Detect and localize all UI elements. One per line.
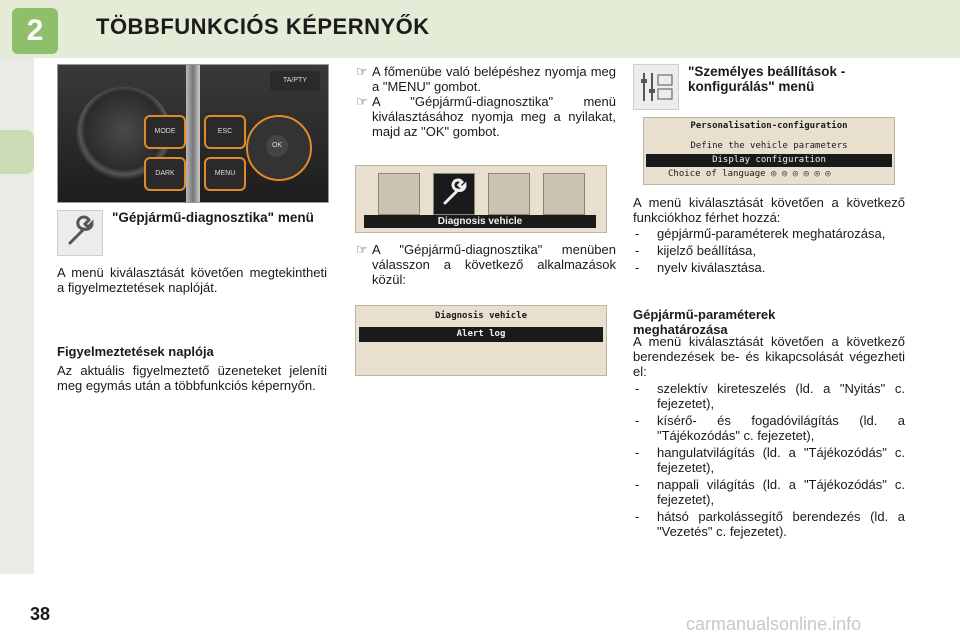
alert-log-heading: Figyelmeztetések naplója [57, 344, 214, 359]
diagnosis-menu-heading: "Gépjármű-diagnosztika" menü [112, 210, 314, 225]
list-item: - hátsó parkolássegítő berendezés (ld. a "Vezetés" c. fejezetet). [633, 509, 905, 539]
language-flag-icons: ◎ ◎ ◎ ◎ ◎ ◎ [770, 169, 831, 179]
pointer-icon: ☞ [356, 242, 368, 257]
mode-button: MODE [144, 115, 186, 149]
personalisation-menu-heading: "Személyes beállítások - konfigurálás" menü [688, 64, 846, 94]
page-title: TÖBBFUNKCIÓS KÉPERNYŐK [96, 14, 430, 39]
chapter-tab-marker [0, 130, 34, 174]
dark-button: DARK [144, 157, 186, 191]
screen-row: Define the vehicle parameters [690, 141, 848, 151]
esc-button: ESC [204, 115, 246, 149]
ta-pty-button: TA/PTY [270, 71, 320, 91]
step-open-menu: A főmenübe való belépéshez nyomja meg a "MENU" gombot. [372, 64, 616, 94]
control-panel-photo [57, 64, 329, 203]
list-item: - gépjármű-paraméterek meghatározása, [633, 226, 905, 241]
pointer-icon: ☞ [356, 94, 368, 109]
screen-selected-label: Diagnosis vehicle [364, 215, 596, 228]
vehicle-params-heading: Gépjármű-paraméterek meghatározása [633, 307, 776, 337]
list-item: - nyelv kiválasztása. [633, 260, 905, 275]
language-row-label: Choice of language [668, 169, 766, 179]
screen-row-selected: Display configuration [646, 154, 892, 167]
step-select-diagnosis: A "Gépjármű-diagnosztika" menü kiválasztásához nyomja meg a nyilakat, majd az "OK" gombot. [372, 94, 616, 139]
diagnosis-menu-text: A menü kiválasztását követően megtekintheti a figyelmeztetések naplóját. [57, 265, 327, 295]
ok-button: OK [266, 135, 288, 157]
personalisation-intro: A menü kiválasztását követően a következő funkciókhoz férhet hozzá: [633, 195, 905, 225]
settings-sliders-icon [488, 173, 530, 215]
chapter-number-badge: 2 [12, 8, 58, 54]
wrench-icon [57, 210, 103, 256]
diagnosis-screen [355, 305, 607, 376]
list-item: - hangulatvilágítás (ld. a "Tájékozódás" c. fejezetet), [633, 445, 905, 475]
list-item: - kísérő- és fogadóvilágítás (ld. a "Tájékozódás" c. fejezetet), [633, 413, 905, 443]
wrench-icon [433, 173, 475, 215]
audio-icon [378, 173, 420, 215]
screen-title: Personalisation-configuration [690, 121, 848, 131]
menu-button: MENU [204, 157, 246, 191]
screen-title: Diagnosis vehicle [434, 311, 528, 321]
vehicle-params-text: A menü kiválasztását követően a következő berendezések be- és kikapcsolását végezheti el: [633, 334, 905, 379]
page-number: 38 [30, 604, 51, 624]
vehicle-params-list [633, 381, 905, 541]
step-choose-application: A "Gépjármű-diagnosztika" menüben válasszon a következő alkalmazások közül: [372, 242, 616, 287]
main-menu-screen [355, 165, 607, 233]
watermark: carmanualsonline.info [686, 614, 862, 634]
screen-row [644, 168, 894, 181]
list-item: - nappali világítás (ld. a "Tájékozódás" c. fejezetet), [633, 477, 905, 507]
panel-divider [186, 65, 200, 202]
alert-log-text: Az aktuális figyelmeztető üzeneteket jeleníti meg egymás után a többfunkciós képernyőn. [57, 363, 327, 393]
function-list [633, 226, 905, 277]
settings-sliders-icon [633, 64, 679, 110]
screen-alert-log-item: Alert log [359, 327, 603, 342]
personalisation-screen [643, 117, 895, 185]
list-item: - szelektív kireteszelés (ld. a "Nyitás" c. fejezetet), [633, 381, 905, 411]
list-item: - kijelző beállítása, [633, 243, 905, 258]
pointer-icon: ☞ [356, 64, 368, 79]
phone-bluetooth-icon [543, 173, 585, 215]
